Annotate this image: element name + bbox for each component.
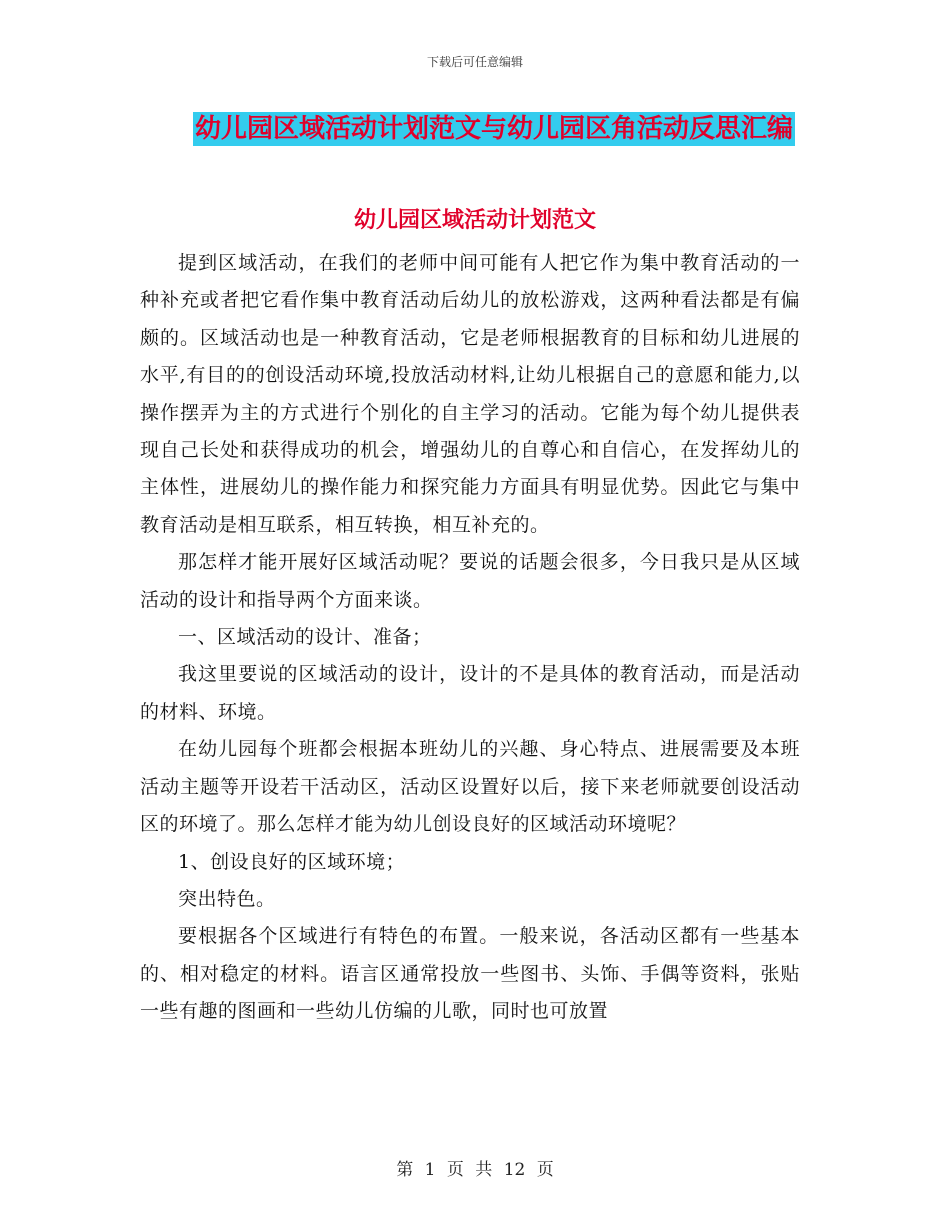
page-header-note: 下载后可任意编辑 [426,55,523,69]
paragraph: 要根据各个区域进行有特色的布置。一般来说，各活动区都有一些基本的、相对稳定的材料。语言区通常投放一些图书、头饰、手偶等资料，张贴一些有趣的图画和一些幼儿仿编的儿歌，同时也可放置 [140,925,800,1023]
paragraph: 在幼儿园每个班都会根据本班幼儿的兴趣、身心特点、进展需要及本班活动主题等开设若干活动区，活动区设置好以后，接下来老师就要创设活动区的环境了。那么怎样才能为幼儿创设良好的区域活动环境呢？ [140,738,800,836]
paragraph: 我这里要说的区域活动的设计，设计的不是具体的教育活动，而是活动的材料、环境。 [140,663,800,723]
document-title: 幼儿园区域活动计划范文与幼儿园区角活动反思汇编 [195,114,794,144]
page-footer: 第 1 页 共 12 页 [396,1160,554,1180]
paragraph: 提到区域活动，在我们的老师中间可能有人把它作为集中教育活动的一种补充或者把它看作集中教育活动后幼儿的放松游戏，这两种看法都是有偏颇的。区域活动也是一种教育活动，它是老师根据教育的目标和幼儿进展的水平,有目的的创设活动环境,投放活动材料,让幼儿根据自己的意愿和能力,以操作摆弄为主的方式进行个别化的自主学习的活动。它能为每个幼儿提供表现自己长处和获得成功的机会，增强幼儿的自尊心和自信心，在发挥幼儿的主体性，进展幼儿的操作能力和探究能力方面具有明显优势。因此它与集中教育活动是相互联系，相互转换，相互补充的。 [140,252,800,536]
paragraph: 1、创设良好的区域环境； [178,850,406,873]
section-title: 幼儿园区域活动计划范文 [353,208,596,233]
paragraph: 突出特色。 [178,887,276,910]
paragraph: 一、区域活动的设计、准备； [178,626,432,649]
paragraph: 那怎样才能开展好区域活动呢？要说的话题会很多，今日我只是从区域活动的设计和指导两个方面来谈。 [140,551,800,611]
body-text [140,245,800,1031]
